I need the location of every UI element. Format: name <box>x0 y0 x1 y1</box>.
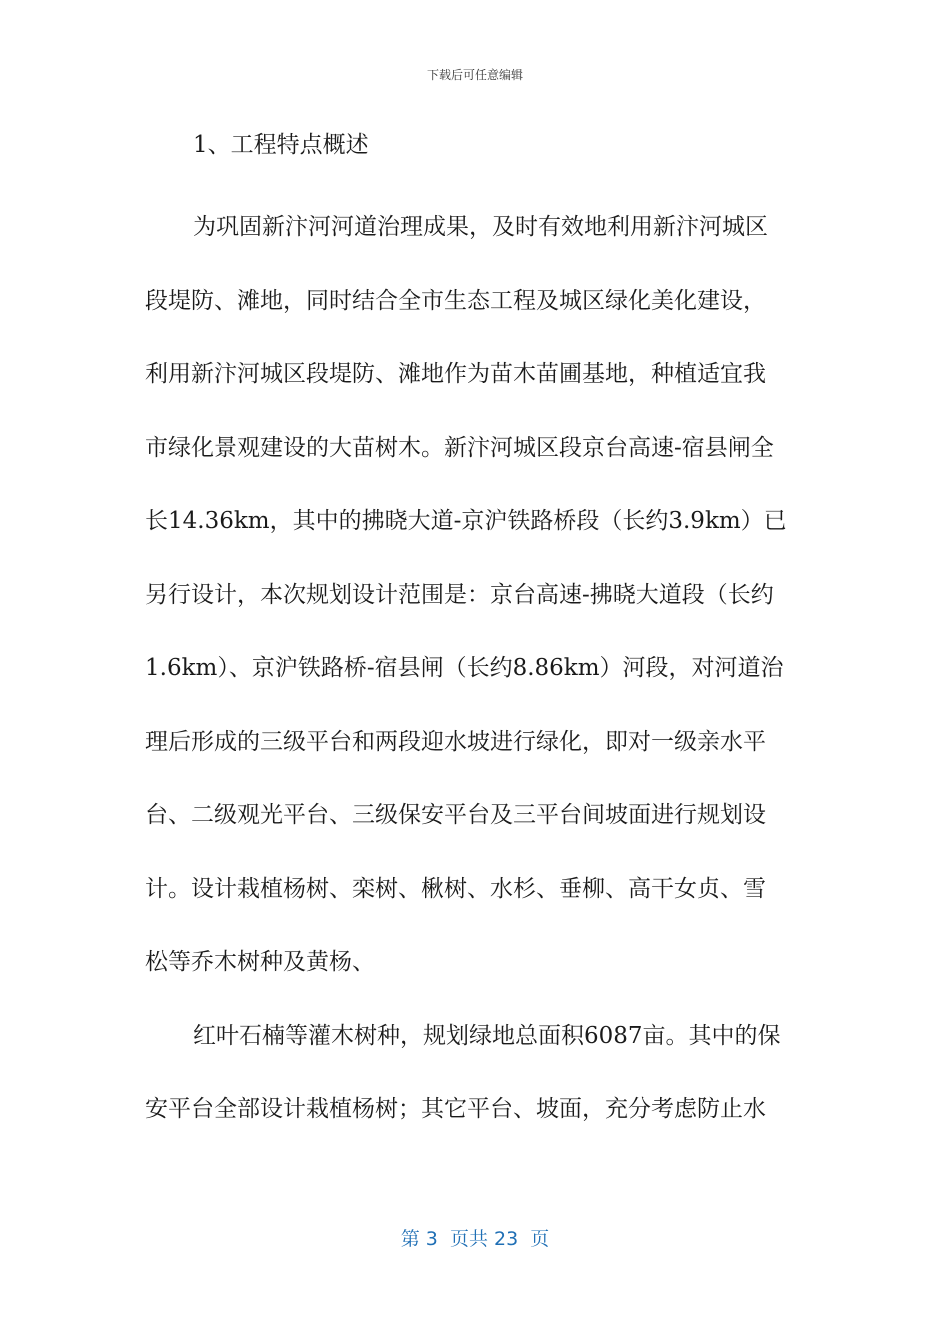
section-heading: 1、工程特点概述 <box>193 132 369 158</box>
paragraph-2 <box>145 1000 805 1147</box>
paragraph-line: 利用新汴河城区段堤防、滩地作为苗木苗圃基地，种植适宜我 <box>145 361 766 387</box>
paragraph-line: 段堤防、滩地，同时结合全市生态工程及城区绿化美化建设， <box>145 287 766 314</box>
paragraph-line: 安平台全部设计栽植杨树；其它平台、坡面，充分考虑防止水 <box>145 1096 766 1122</box>
page-footer: 第 3 页共 23 页 <box>400 1228 550 1250</box>
paragraph-line: 市绿化景观建设的大苗树木。新汴河城区段京台高速-宿县闸全 <box>145 434 774 461</box>
paragraph-line: 台、二级观光平台、三级保安平台及三平台间坡面进行规划设 <box>145 802 766 828</box>
paragraph-line: 松等乔木树种及黄杨、 <box>145 949 375 975</box>
paragraph-line: 计。设计栽植杨树、栾树、楸树、水杉、垂柳、高干女贞、雪 <box>145 875 766 902</box>
paragraph-line: 理后形成的三级平台和两段迎水坡进行绿化，即对一级亲水平 <box>145 728 766 755</box>
paragraph-line: 为巩固新汴河河道治理成果，及时有效地利用新汴河城区 <box>193 214 768 240</box>
paragraph-line: 1.6km）、京沪铁路桥-宿县闸（长约8.86km）河段，对河道治 <box>145 655 784 681</box>
page-header: 下载后可任意编辑 <box>426 68 523 82</box>
paragraph-line: 长14.36km，其中的拂晓大道-京沪铁路桥段（长约3.9km）已 <box>145 508 787 534</box>
paragraph-line: 红叶石楠等灌木树种，规划绿地总面积6087亩。其中的保 <box>193 1022 781 1049</box>
paragraph-line: 另行设计，本次规划设计范围是：京台高速-拂晓大道段（长约 <box>145 581 774 608</box>
document-body <box>145 120 805 1147</box>
paragraph-1 <box>145 191 805 1000</box>
